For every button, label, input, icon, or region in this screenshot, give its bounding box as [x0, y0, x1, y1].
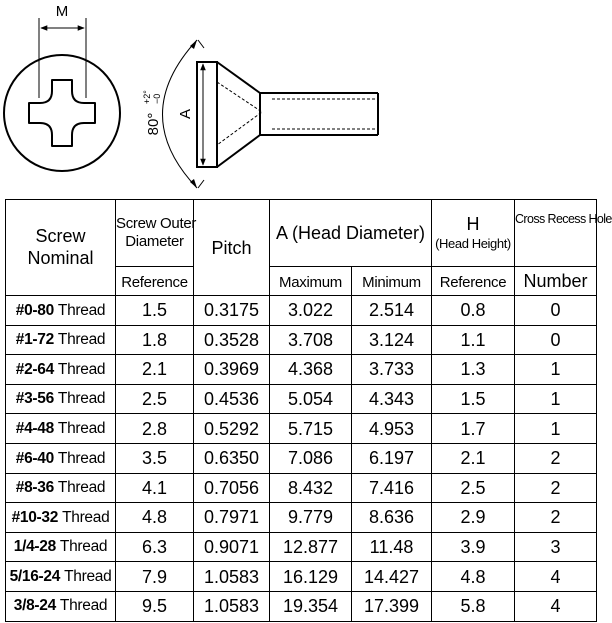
header-head-diameter: A (Head Diameter) — [270, 200, 432, 267]
dimension-a-label: A — [177, 108, 194, 120]
table-row — [6, 325, 597, 355]
cell-recess-number: 1 — [515, 355, 597, 385]
cell-head-diameter-min: 2.514 — [352, 296, 432, 326]
table-row — [6, 355, 597, 385]
cell-pitch: 0.6350 — [194, 443, 270, 473]
cell-pitch: 1.0583 — [194, 591, 270, 621]
cell-head-height: 5.8 — [432, 591, 515, 621]
screw-technical-drawing — [0, 0, 600, 198]
cell-nominal: #10-32 Thread — [6, 503, 116, 533]
cell-nominal: #1-72 Thread — [6, 325, 116, 355]
cell-pitch: 0.7056 — [194, 473, 270, 503]
cell-recess-number: 4 — [515, 562, 597, 592]
cell-head-diameter-min: 14.427 — [352, 562, 432, 592]
table-row — [6, 296, 597, 326]
angle-tolerance-upper: +2° — [142, 90, 152, 104]
header-head-diameter-min: Minimum — [352, 267, 432, 296]
cell-head-height: 4.8 — [432, 562, 515, 592]
screw-side-view — [142, 40, 378, 188]
table-row — [6, 473, 597, 503]
table-row — [6, 591, 597, 621]
cell-pitch: 0.3528 — [194, 325, 270, 355]
cell-outer-diameter: 2.1 — [116, 355, 194, 385]
cell-head-diameter-max: 7.086 — [270, 443, 352, 473]
cell-head-diameter-min: 3.124 — [352, 325, 432, 355]
table-row — [6, 532, 597, 562]
cell-outer-diameter: 2.8 — [116, 414, 194, 444]
cell-outer-diameter: 1.8 — [116, 325, 194, 355]
angle-tolerance-lower: −0 — [152, 93, 162, 104]
cell-pitch: 0.9071 — [194, 532, 270, 562]
cell-head-height: 1.3 — [432, 355, 515, 385]
cell-outer-diameter: 7.9 — [116, 562, 194, 592]
angle-label: 80° — [145, 112, 162, 136]
header-outer-diameter: Screw Outer Diameter — [116, 200, 194, 267]
cell-head-height: 0.8 — [432, 296, 515, 326]
cell-head-diameter-max: 16.129 — [270, 562, 352, 592]
header-recess-number: Number — [515, 267, 597, 296]
cell-head-diameter-min: 6.197 — [352, 443, 432, 473]
cell-pitch: 0.7971 — [194, 503, 270, 533]
header-recess-title: Cross Recess Hole — [515, 200, 597, 267]
cell-head-diameter-max: 5.715 — [270, 414, 352, 444]
cell-head-diameter-max: 3.022 — [270, 296, 352, 326]
cell-recess-number: 1 — [515, 384, 597, 414]
header-head-height: H (Head Height) — [432, 200, 515, 267]
cell-head-diameter-max: 8.432 — [270, 473, 352, 503]
cell-outer-diameter: 4.8 — [116, 503, 194, 533]
screw-spec-table — [5, 199, 612, 622]
table-row — [6, 443, 597, 473]
table-row — [6, 384, 597, 414]
header-head-diameter-max: Maximum — [270, 267, 352, 296]
cell-head-diameter-max: 4.368 — [270, 355, 352, 385]
cell-pitch: 1.0583 — [194, 562, 270, 592]
header-pitch: Pitch — [194, 200, 270, 296]
cell-outer-diameter: 6.3 — [116, 532, 194, 562]
cell-head-diameter-max: 12.877 — [270, 532, 352, 562]
cell-recess-number: 3 — [515, 532, 597, 562]
screw-head-top-view — [4, 3, 120, 171]
cell-outer-diameter: 3.5 — [116, 443, 194, 473]
cell-pitch: 0.5292 — [194, 414, 270, 444]
cell-nominal: #8-36 Thread — [6, 473, 116, 503]
cell-head-diameter-max: 9.779 — [270, 503, 352, 533]
cell-nominal: 3/8-24 Thread — [6, 591, 116, 621]
cell-head-height: 2.5 — [432, 473, 515, 503]
cell-pitch: 0.3969 — [194, 355, 270, 385]
cell-nominal: 1/4-28 Thread — [6, 532, 116, 562]
table-row — [6, 562, 597, 592]
cell-head-height: 1.5 — [432, 384, 515, 414]
cell-head-diameter-min: 7.416 — [352, 473, 432, 503]
cell-outer-diameter: 1.5 — [116, 296, 194, 326]
cell-head-height: 3.9 — [432, 532, 515, 562]
table-row — [6, 503, 597, 533]
cell-head-diameter-min: 4.953 — [352, 414, 432, 444]
header-head-height-reference: Reference — [432, 267, 515, 296]
cell-head-diameter-min: 11.48 — [352, 532, 432, 562]
header-screw-nominal: Screw Nominal — [6, 200, 116, 296]
cell-head-diameter-min: 17.399 — [352, 591, 432, 621]
cell-recess-number: 0 — [515, 296, 597, 326]
cell-head-diameter-max: 5.054 — [270, 384, 352, 414]
cell-outer-diameter: 9.5 — [116, 591, 194, 621]
cell-recess-number: 2 — [515, 473, 597, 503]
cell-head-height: 2.9 — [432, 503, 515, 533]
table-row — [6, 414, 597, 444]
cell-nominal: 5/16-24 Thread — [6, 562, 116, 592]
cell-head-height: 1.7 — [432, 414, 515, 444]
cell-head-height: 2.1 — [432, 443, 515, 473]
cell-nominal: #3-56 Thread — [6, 384, 116, 414]
dimension-m-label: M — [55, 3, 69, 20]
cell-recess-number: 4 — [515, 591, 597, 621]
cell-recess-number: 0 — [515, 325, 597, 355]
cell-head-height: 1.1 — [432, 325, 515, 355]
cell-pitch: 0.3175 — [194, 296, 270, 326]
cell-pitch: 0.4536 — [194, 384, 270, 414]
cell-head-diameter-min: 4.343 — [352, 384, 432, 414]
cell-outer-diameter: 2.5 — [116, 384, 194, 414]
cell-head-diameter-min: 8.636 — [352, 503, 432, 533]
cell-head-diameter-min: 3.733 — [352, 355, 432, 385]
cell-recess-number: 1 — [515, 414, 597, 444]
cell-nominal: #0-80 Thread — [6, 296, 116, 326]
cell-outer-diameter: 4.1 — [116, 473, 194, 503]
cell-head-diameter-max: 3.708 — [270, 325, 352, 355]
cell-nominal: #4-48 Thread — [6, 414, 116, 444]
cell-recess-number: 2 — [515, 503, 597, 533]
cell-head-diameter-max: 19.354 — [270, 591, 352, 621]
cell-nominal: #2-64 Thread — [6, 355, 116, 385]
cell-nominal: #6-40 Thread — [6, 443, 116, 473]
header-outer-diameter-reference: Reference — [116, 267, 194, 296]
cell-recess-number: 2 — [515, 443, 597, 473]
